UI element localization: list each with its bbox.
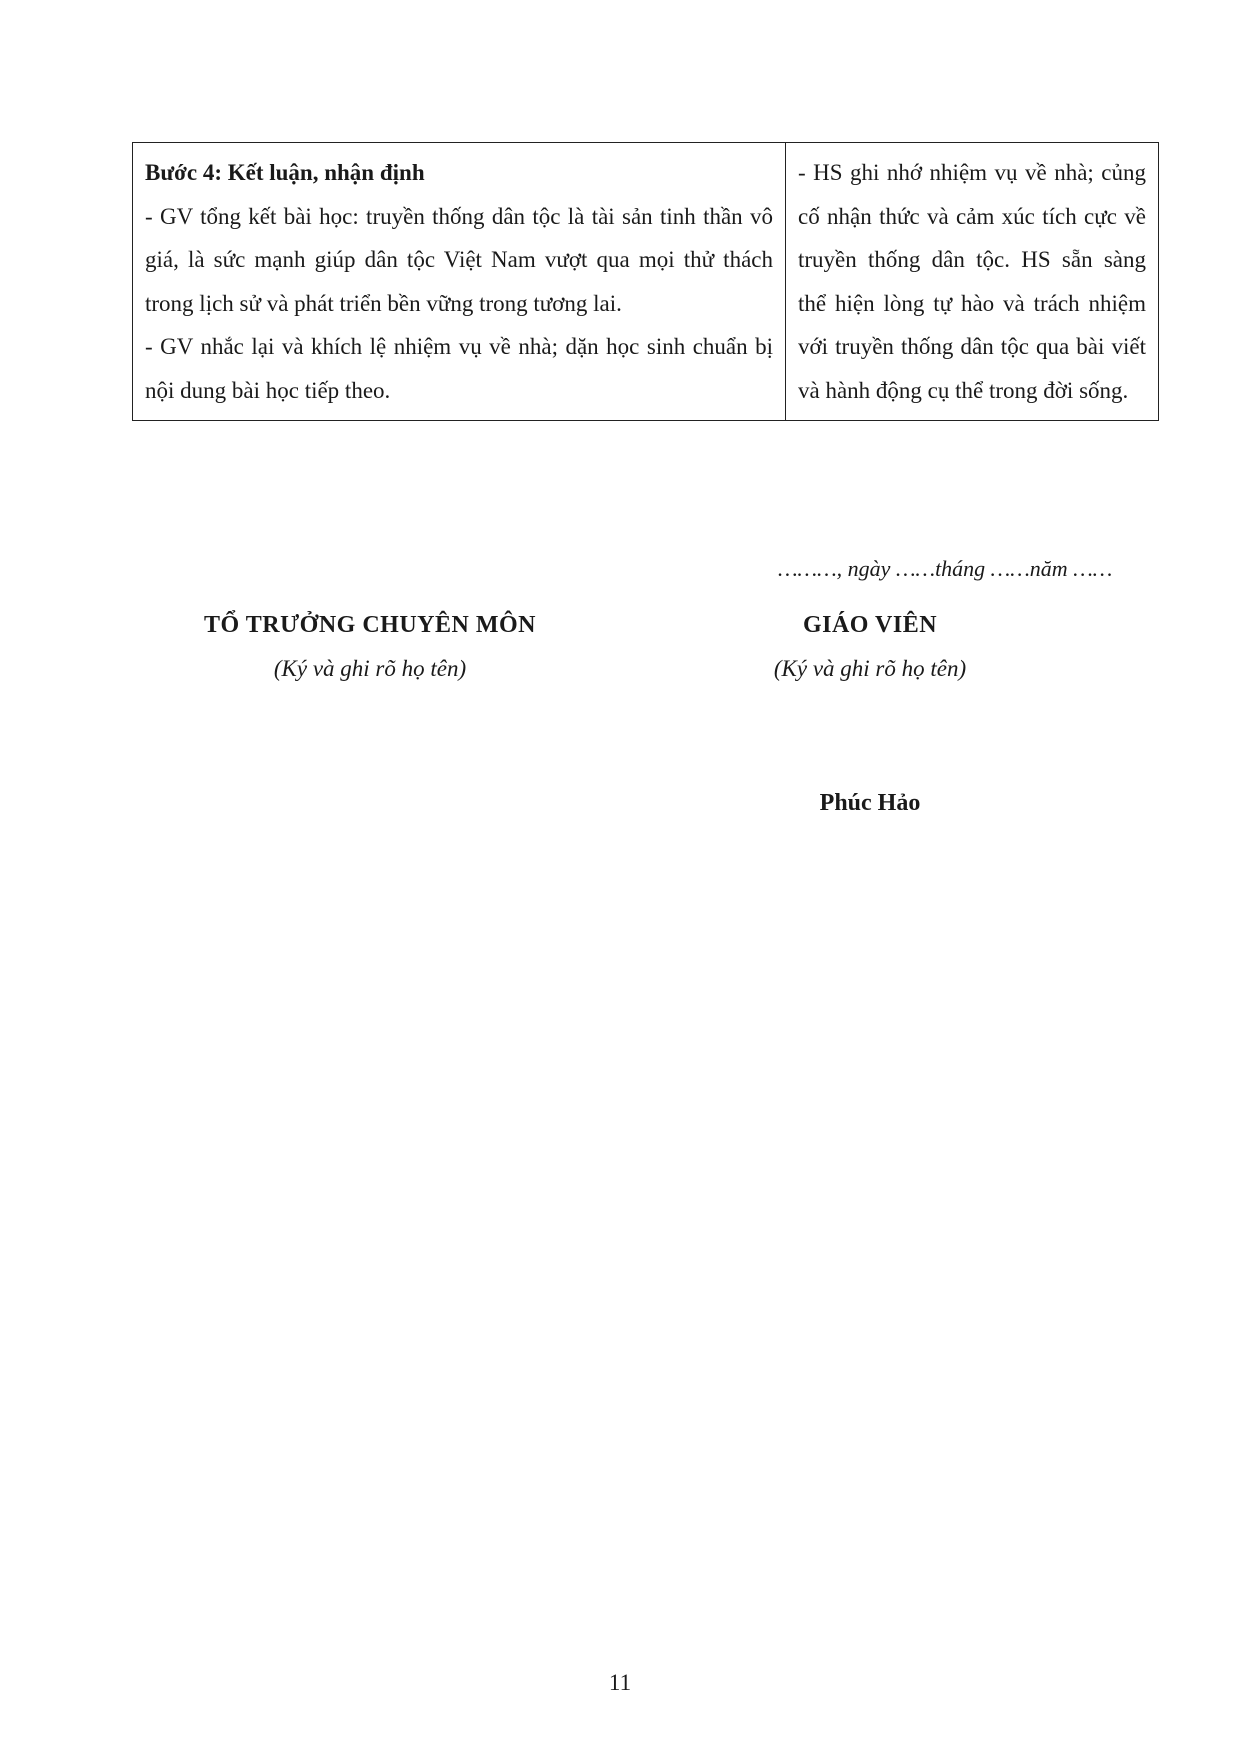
teacher-signature <box>700 612 1040 682</box>
teacher-title: GIÁO VIÊN <box>802 612 938 638</box>
department-head-title: TỔ TRƯỞNG CHUYÊN MÔN <box>203 612 536 638</box>
teacher-name: Phúc Hảo <box>819 790 921 816</box>
teacher-summary-text: - GV tổng kết bài học: truyền thống dân tộc là tài sản tinh thần vô giá, là sức mạnh giúp dân tộc Việt Nam vượt qua mọi thử thách trong lịch sử và phát triển bền vững trong tương lai. <box>145 203 773 316</box>
department-head-signature <box>150 612 590 682</box>
lesson-activity-table <box>132 142 1159 421</box>
date-line: ………, ngày ……tháng ……năm …… <box>778 556 1113 581</box>
step-title: Bước 4: Kết luận, nhận định <box>145 160 425 185</box>
student-activity-text: - HS ghi nhớ nhiệm vụ về nhà; củng cố nhận thức và cảm xúc tích cực về truyền thống dân tộc. HS sẵn sàng thể hiện lòng tự hào và trách nhiệm với truyền thống dân tộc qua bài viết và hành động cụ thể trong đời sống. <box>798 160 1146 403</box>
student-activity-cell <box>786 143 1159 421</box>
teacher-sign-note: (Ký và ghi rõ họ tên) <box>773 656 967 681</box>
teacher-activity-cell <box>133 143 786 421</box>
page-number: 11 <box>608 1670 632 1695</box>
table-row <box>133 143 1159 421</box>
teacher-homework-text: - GV nhắc lại và khích lệ nhiệm vụ về nhà; dặn học sinh chuẩn bị nội dung bài học tiếp theo. <box>145 334 773 403</box>
department-head-sign-note: (Ký và ghi rõ họ tên) <box>273 656 467 681</box>
